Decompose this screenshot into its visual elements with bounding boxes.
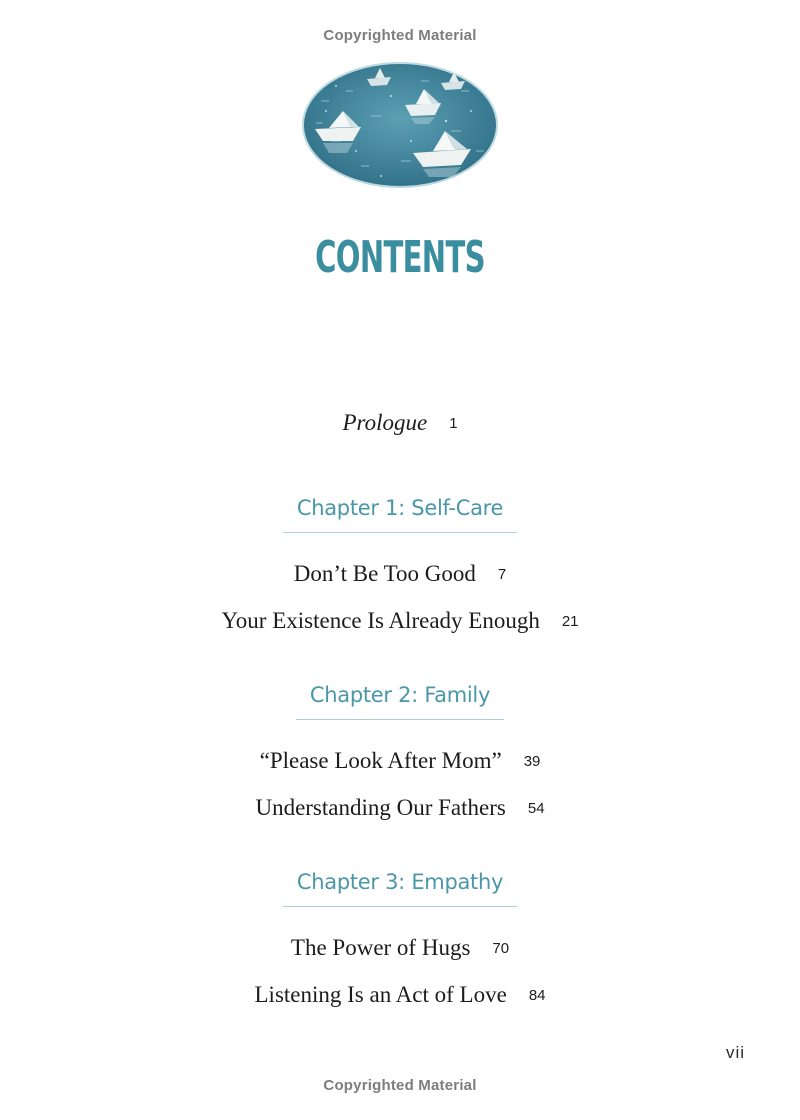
entry-page-number: 21 bbox=[561, 613, 579, 630]
entry-page-number: 7 bbox=[497, 566, 507, 583]
toc-entry[interactable] bbox=[0, 608, 800, 634]
entry-page-number: 70 bbox=[492, 940, 510, 957]
paper-boats-illustration bbox=[301, 61, 499, 189]
toc-entry-prologue[interactable] bbox=[0, 410, 800, 436]
toc-entry[interactable] bbox=[0, 982, 800, 1008]
entry-title: Listening Is an Act of Love bbox=[254, 982, 507, 1007]
entry-title: Understanding Our Fathers bbox=[255, 795, 506, 820]
copyright-header: Copyrighted Material bbox=[323, 27, 477, 44]
entry-page-number: 54 bbox=[527, 800, 545, 817]
copyright-footer: Copyrighted Material bbox=[323, 1077, 477, 1094]
chapter-heading-1: Chapter 1: Self-Care bbox=[0, 496, 800, 533]
entry-page-number: 1 bbox=[449, 415, 458, 432]
entry-title: The Power of Hugs bbox=[290, 935, 471, 960]
toc-entry[interactable] bbox=[0, 935, 800, 961]
chapter-heading-3: Chapter 3: Empathy bbox=[0, 870, 800, 907]
entry-title: Your Existence Is Already Enough bbox=[221, 608, 540, 633]
toc-entry[interactable] bbox=[0, 748, 800, 774]
entry-title: Don’t Be Too Good bbox=[293, 561, 476, 586]
chapter-heading-2: Chapter 2: Family bbox=[0, 683, 800, 720]
page-folio: vii bbox=[725, 1043, 745, 1062]
toc-entry[interactable] bbox=[0, 795, 800, 821]
entry-title: Prologue bbox=[342, 410, 428, 435]
entry-title: “Please Look After Mom” bbox=[259, 748, 502, 773]
toc-entry[interactable] bbox=[0, 561, 800, 587]
entry-page-number: 39 bbox=[523, 753, 541, 770]
entry-page-number: 84 bbox=[528, 987, 546, 1004]
page-title: CONTENTS bbox=[315, 232, 485, 283]
